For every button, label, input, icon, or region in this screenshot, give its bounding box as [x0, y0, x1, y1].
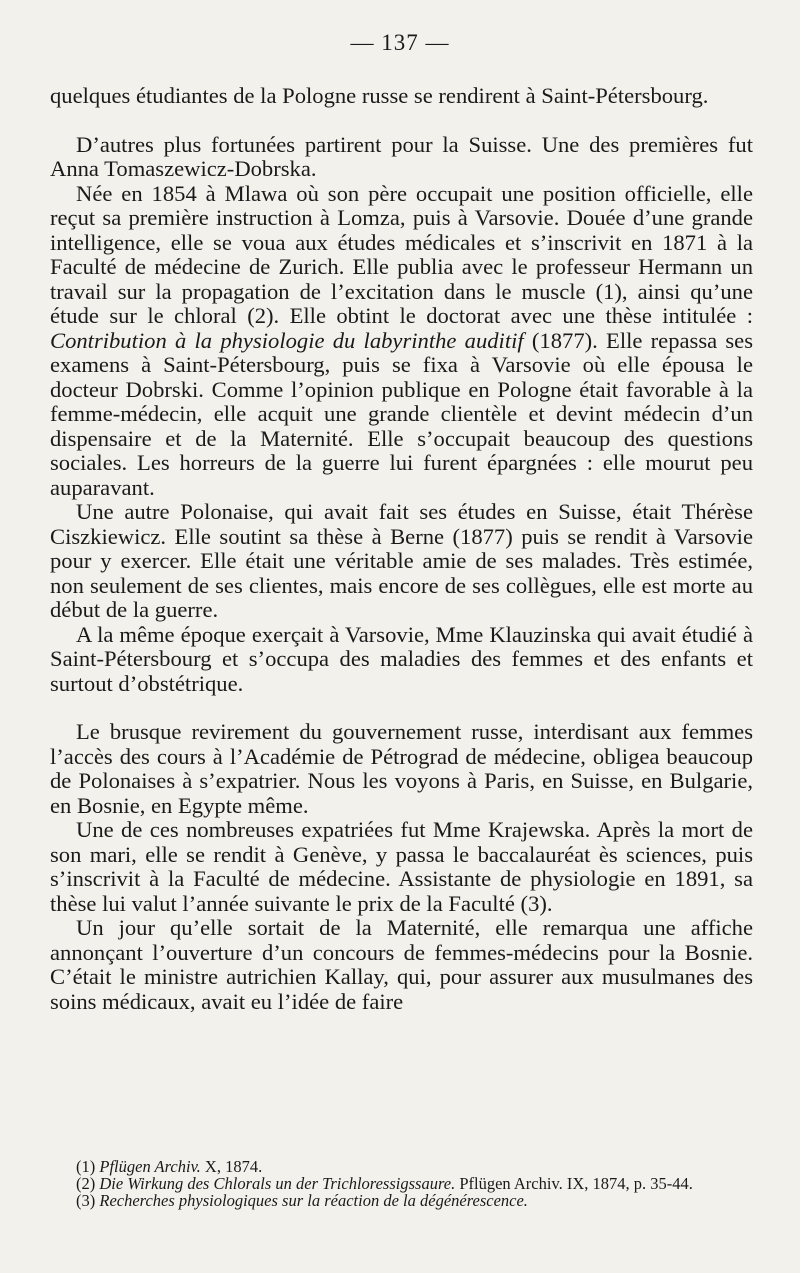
paragraph-text: (1877). Elle repassa ses examens à Saint-Pétersbourg, puis se fixa à Varsovie où elle épousa le docteur Dobrski. Comme l’opinion publique en Pologne était favorable à la femme-médecin, elle acquit une grande clientèle et devint médecin d’un dispensaire et de la Maternité. Elle s’occupait beaucoup des questions sociales. Les horreurs de la guerre lui furent épargnées : elle mourut peu auparavant. [50, 327, 753, 500]
footnote-number: (1) [76, 1157, 96, 1176]
footnotes [50, 1158, 753, 1209]
footnote [50, 1175, 753, 1192]
page-number: — 137 — [350, 30, 450, 55]
footnote-text: X, 1874. [200, 1157, 263, 1176]
paragraph: Une de ces nombreuses expatriées fut Mme Krajewska. Après la mort de son mari, elle se rendit à Genève, y passa le baccalauréat ès sciences, puis s’inscrivit à la Faculté de médecine. Assistante de physiologie en 1891, sa thèse lui valut l’année suivante le prix de la Faculté (3). [50, 817, 753, 916]
paragraph [50, 182, 753, 501]
footnote-title: Recherches physiologiques sur la réaction de la dégénérescence. [99, 1191, 528, 1210]
paragraph: Le brusque revirement du gouvernement russe, interdisant aux femmes l’accès des cours à l’Académie de Pétrograd de médecine, obligea beaucoup de Polonaises à s’expatrier. Nous les voyons à Paris, en Suisse, en Bulgarie, en Bosnie, en Egypte même. [50, 719, 753, 818]
thesis-title: Contribution à la physiologie du labyrinthe auditif [50, 327, 524, 353]
paragraph: Une autre Polonaise, qui avait fait ses études en Suisse, était Thérèse Ciszkiewicz. Elle soutint sa thèse à Berne (1877) puis se rendit à Varsovie pour y exercer. Elle était une véritable amie de ses malades. Très estimée, non seulement de ses clientes, mais encore de ses collègues, elle est morte au début de la guerre. [50, 499, 753, 622]
footnote-number: (2) [76, 1174, 96, 1193]
paragraph: D’autres plus fortunées partirent pour la Suisse. Une des premières fut Anna Tomaszewicz-Dobrska. [50, 131, 753, 181]
footnote [50, 1192, 753, 1209]
body-text [50, 84, 753, 1014]
footnote-title: Pflügen Archiv. [99, 1157, 201, 1176]
paragraph: quelques étudiantes de la Pologne russe se rendirent à Saint-Pétersbourg. [50, 83, 709, 108]
footnote-title: Die Wirkung des Chlorals un der Trichloressigssaure. [99, 1174, 456, 1193]
footnote-number: (3) [76, 1191, 96, 1210]
paragraph-text: Née en 1854 à Mlawa où son père occupait une position officielle, elle reçut sa première instruction à Lomza, puis à Varsovie. Douée d’une grande intelligence, elle se voua aux études médicales et s’inscrivit en 1871 à la Faculté de médecine de Zurich. Elle publia avec le professeur Hermann un travail sur la propagation de l’excitation dans le muscle (1), ainsi qu’une étude sur le chloral (2). Elle obtint le doctorat avec une thèse intitulée : [50, 180, 753, 328]
paragraph: A la même époque exerçait à Varsovie, Mme Klauzinska qui avait étudié à Saint-Pétersbourg et s’occupa des maladies des femmes et des enfants et surtout d’obstétrique. [50, 621, 753, 696]
footnote [50, 1158, 753, 1175]
paragraph: Un jour qu’elle sortait de la Maternité, elle remarqua une affiche annonçant l’ouverture d’un concours de femmes-médecins pour la Bosnie. C’était le ministre autrichien Kallay, qui, pour assurer aux musulmanes des soins médicaux, avait eu l’idée de faire [50, 915, 753, 1014]
footnote-text: Pflügen Archiv. IX, 1874, p. 35-44. [455, 1174, 693, 1193]
